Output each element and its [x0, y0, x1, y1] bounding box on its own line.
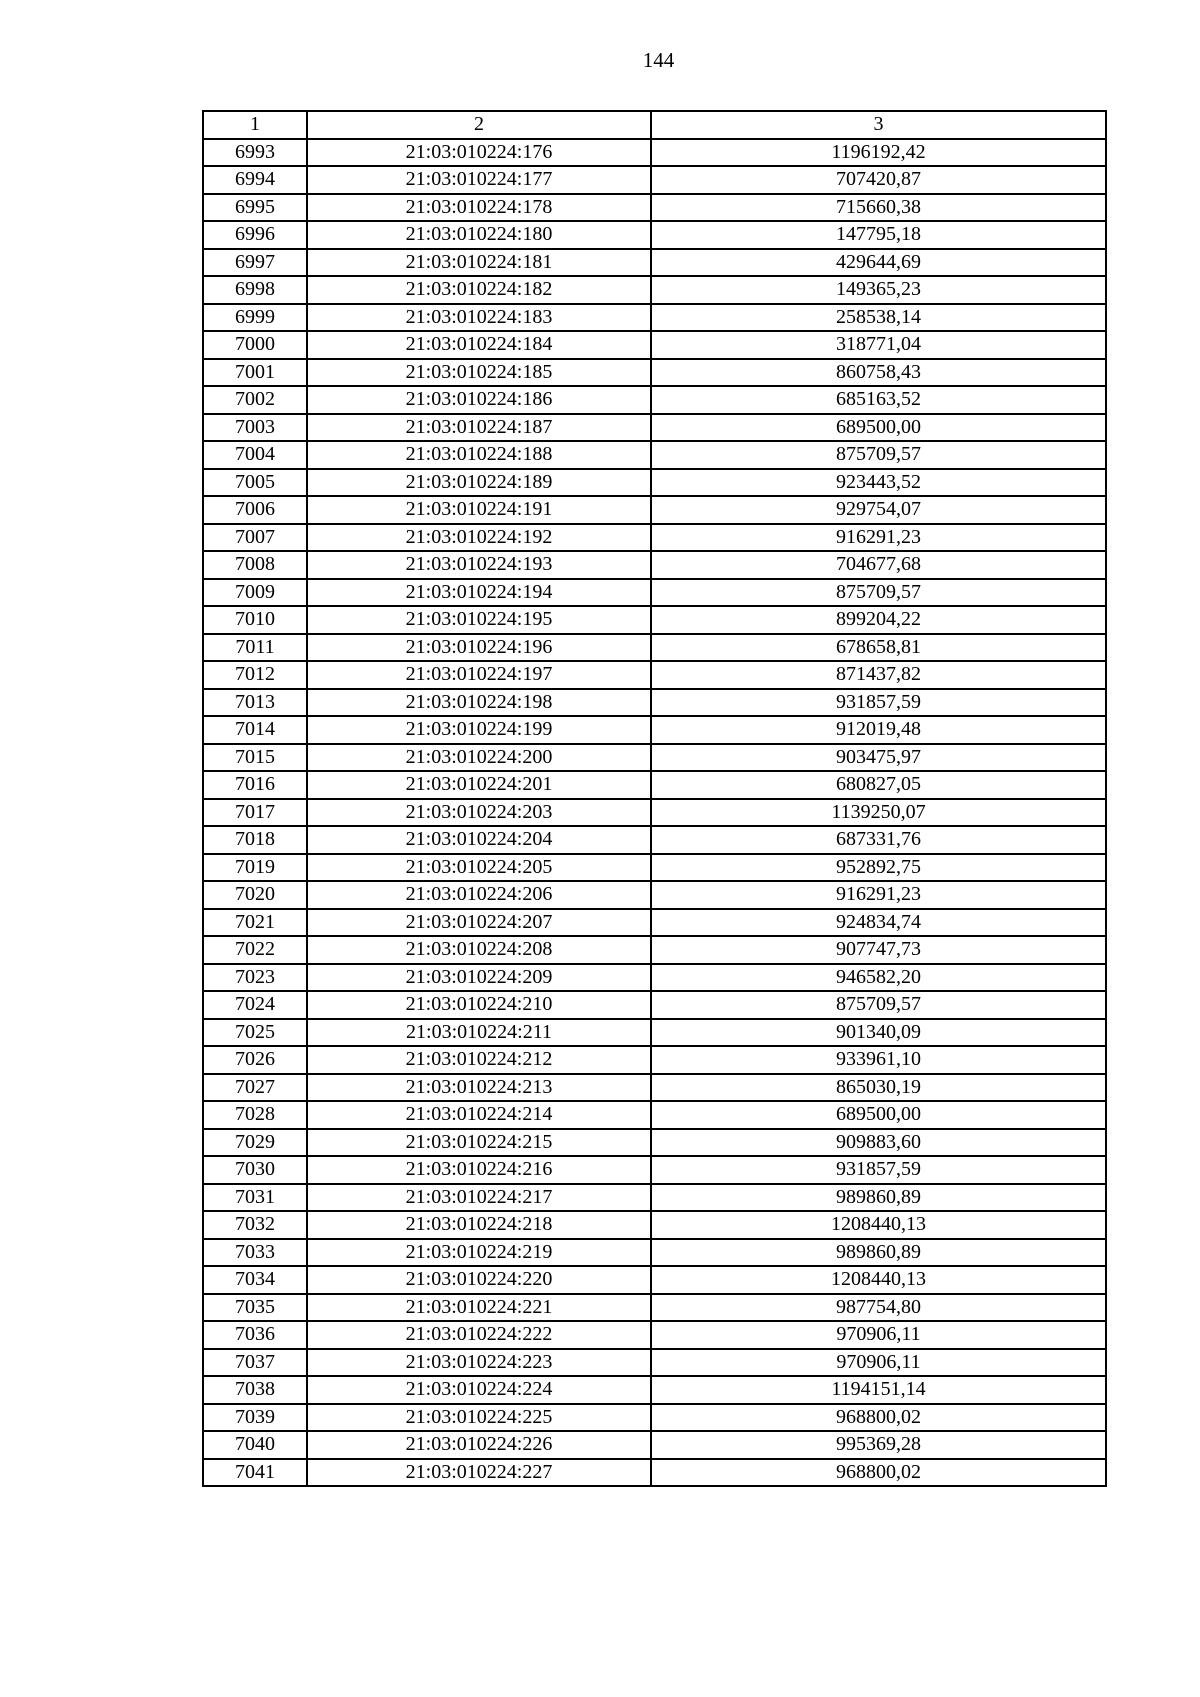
table-row — [203, 1156, 1106, 1184]
value-cell: 916291,23 — [651, 881, 1106, 909]
cadastral-number-cell: 21:03:010224:222 — [307, 1321, 651, 1349]
table-row — [203, 1294, 1106, 1322]
row-number-cell: 7021 — [203, 909, 307, 937]
cadastral-number-cell: 21:03:010224:185 — [307, 359, 651, 387]
cadastral-number-cell: 21:03:010224:189 — [307, 469, 651, 497]
cadastral-number-cell: 21:03:010224:188 — [307, 441, 651, 469]
row-number-cell: 7001 — [203, 359, 307, 387]
cadastral-number-cell: 21:03:010224:226 — [307, 1431, 651, 1459]
row-number-cell: 7023 — [203, 964, 307, 992]
cadastral-number-cell: 21:03:010224:212 — [307, 1046, 651, 1074]
table-row — [203, 1431, 1106, 1459]
value-cell: 912019,48 — [651, 716, 1106, 744]
value-cell: 923443,52 — [651, 469, 1106, 497]
table-row — [203, 1211, 1106, 1239]
row-number-cell: 7031 — [203, 1184, 307, 1212]
value-cell: 1208440,13 — [651, 1266, 1106, 1294]
header-row — [203, 111, 1106, 139]
value-cell: 860758,43 — [651, 359, 1106, 387]
table-row — [203, 1404, 1106, 1432]
cadastral-number-cell: 21:03:010224:207 — [307, 909, 651, 937]
cadastral-number-cell: 21:03:010224:198 — [307, 689, 651, 717]
table-row — [203, 331, 1106, 359]
cadastral-number-cell: 21:03:010224:194 — [307, 579, 651, 607]
cadastral-number-cell: 21:03:010224:199 — [307, 716, 651, 744]
table-row — [203, 304, 1106, 332]
table-row — [203, 964, 1106, 992]
cadastral-number-cell: 21:03:010224:218 — [307, 1211, 651, 1239]
row-number-cell: 7011 — [203, 634, 307, 662]
row-number-cell: 6994 — [203, 166, 307, 194]
value-cell: 989860,89 — [651, 1184, 1106, 1212]
table-row — [203, 716, 1106, 744]
value-cell: 970906,11 — [651, 1349, 1106, 1377]
cadastral-number-cell: 21:03:010224:224 — [307, 1376, 651, 1404]
cadastral-number-cell: 21:03:010224:187 — [307, 414, 651, 442]
table-row — [203, 799, 1106, 827]
value-cell: 680827,05 — [651, 771, 1106, 799]
table-row — [203, 194, 1106, 222]
table-row — [203, 579, 1106, 607]
cadastral-number-cell: 21:03:010224:186 — [307, 386, 651, 414]
row-number-cell: 7020 — [203, 881, 307, 909]
value-cell: 871437,82 — [651, 661, 1106, 689]
row-number-cell: 7000 — [203, 331, 307, 359]
header-col-2: 2 — [307, 111, 651, 139]
table-row — [203, 1376, 1106, 1404]
cadastral-number-cell: 21:03:010224:209 — [307, 964, 651, 992]
row-number-cell: 7008 — [203, 551, 307, 579]
register-table — [202, 110, 1107, 1487]
value-cell: 931857,59 — [651, 1156, 1106, 1184]
table-row — [203, 1019, 1106, 1047]
row-number-cell: 7028 — [203, 1101, 307, 1129]
row-number-cell: 6997 — [203, 249, 307, 277]
cadastral-number-cell: 21:03:010224:203 — [307, 799, 651, 827]
row-number-cell: 6999 — [203, 304, 307, 332]
table-row — [203, 414, 1106, 442]
table-row — [203, 139, 1106, 167]
cadastral-number-cell: 21:03:010224:215 — [307, 1129, 651, 1157]
cadastral-number-cell: 21:03:010224:192 — [307, 524, 651, 552]
cadastral-number-cell: 21:03:010224:200 — [307, 744, 651, 772]
value-cell: 875709,57 — [651, 441, 1106, 469]
value-cell: 707420,87 — [651, 166, 1106, 194]
row-number-cell: 7033 — [203, 1239, 307, 1267]
cadastral-number-cell: 21:03:010224:197 — [307, 661, 651, 689]
value-cell: 147795,18 — [651, 221, 1106, 249]
value-cell: 903475,97 — [651, 744, 1106, 772]
table-row — [203, 469, 1106, 497]
value-cell: 149365,23 — [651, 276, 1106, 304]
cadastral-number-cell: 21:03:010224:182 — [307, 276, 651, 304]
row-number-cell: 7022 — [203, 936, 307, 964]
value-cell: 952892,75 — [651, 854, 1106, 882]
table-row — [203, 221, 1106, 249]
cadastral-number-cell: 21:03:010224:176 — [307, 139, 651, 167]
value-cell: 970906,11 — [651, 1321, 1106, 1349]
value-cell: 685163,52 — [651, 386, 1106, 414]
table-row — [203, 771, 1106, 799]
row-number-cell: 7015 — [203, 744, 307, 772]
cadastral-number-cell: 21:03:010224:223 — [307, 1349, 651, 1377]
value-cell: 989860,89 — [651, 1239, 1106, 1267]
cadastral-number-cell: 21:03:010224:214 — [307, 1101, 651, 1129]
row-number-cell: 7014 — [203, 716, 307, 744]
table-row — [203, 1129, 1106, 1157]
row-number-cell: 7013 — [203, 689, 307, 717]
value-cell: 931857,59 — [651, 689, 1106, 717]
table-row — [203, 1349, 1106, 1377]
table-row — [203, 1239, 1106, 1267]
value-cell: 933961,10 — [651, 1046, 1106, 1074]
table-row — [203, 991, 1106, 1019]
header-col-3: 3 — [651, 111, 1106, 139]
table-row — [203, 1184, 1106, 1212]
row-number-cell: 7038 — [203, 1376, 307, 1404]
row-number-cell: 7012 — [203, 661, 307, 689]
value-cell: 258538,14 — [651, 304, 1106, 332]
cadastral-number-cell: 21:03:010224:195 — [307, 606, 651, 634]
cadastral-number-cell: 21:03:010224:219 — [307, 1239, 651, 1267]
table-row — [203, 496, 1106, 524]
table-row — [203, 249, 1106, 277]
value-cell: 916291,23 — [651, 524, 1106, 552]
cadastral-number-cell: 21:03:010224:180 — [307, 221, 651, 249]
row-number-cell: 6998 — [203, 276, 307, 304]
cadastral-number-cell: 21:03:010224:227 — [307, 1459, 651, 1487]
table-row — [203, 1459, 1106, 1487]
value-cell: 687331,76 — [651, 826, 1106, 854]
row-number-cell: 7027 — [203, 1074, 307, 1102]
header-col-1: 1 — [203, 111, 307, 139]
cadastral-number-cell: 21:03:010224:208 — [307, 936, 651, 964]
value-cell: 1194151,14 — [651, 1376, 1106, 1404]
row-number-cell: 7034 — [203, 1266, 307, 1294]
table-row — [203, 634, 1106, 662]
value-cell: 875709,57 — [651, 579, 1106, 607]
cadastral-number-cell: 21:03:010224:181 — [307, 249, 651, 277]
row-number-cell: 7030 — [203, 1156, 307, 1184]
row-number-cell: 7037 — [203, 1349, 307, 1377]
row-number-cell: 7029 — [203, 1129, 307, 1157]
row-number-cell: 7036 — [203, 1321, 307, 1349]
value-cell: 929754,07 — [651, 496, 1106, 524]
table-row — [203, 936, 1106, 964]
value-cell: 1139250,07 — [651, 799, 1106, 827]
value-cell: 715660,38 — [651, 194, 1106, 222]
value-cell: 1208440,13 — [651, 1211, 1106, 1239]
cadastral-number-cell: 21:03:010224:210 — [307, 991, 651, 1019]
row-number-cell: 7026 — [203, 1046, 307, 1074]
value-cell: 689500,00 — [651, 414, 1106, 442]
value-cell: 987754,80 — [651, 1294, 1106, 1322]
row-number-cell: 7005 — [203, 469, 307, 497]
table-body — [203, 139, 1106, 1487]
cadastral-number-cell: 21:03:010224:205 — [307, 854, 651, 882]
value-cell: 429644,69 — [651, 249, 1106, 277]
row-number-cell: 7025 — [203, 1019, 307, 1047]
cadastral-number-cell: 21:03:010224:213 — [307, 1074, 651, 1102]
table-row — [203, 826, 1106, 854]
cadastral-number-cell: 21:03:010224:225 — [307, 1404, 651, 1432]
table-row — [203, 744, 1106, 772]
cadastral-number-cell: 21:03:010224:206 — [307, 881, 651, 909]
table-row — [203, 881, 1106, 909]
value-cell: 968800,02 — [651, 1404, 1106, 1432]
row-number-cell: 7010 — [203, 606, 307, 634]
value-cell: 907747,73 — [651, 936, 1106, 964]
table-row — [203, 551, 1106, 579]
value-cell: 946582,20 — [651, 964, 1106, 992]
table-row — [203, 441, 1106, 469]
cadastral-number-cell: 21:03:010224:216 — [307, 1156, 651, 1184]
page-number: 144 — [642, 48, 675, 72]
value-cell: 689500,00 — [651, 1101, 1106, 1129]
value-cell: 704677,68 — [651, 551, 1106, 579]
value-cell: 875709,57 — [651, 991, 1106, 1019]
row-number-cell: 7007 — [203, 524, 307, 552]
value-cell: 995369,28 — [651, 1431, 1106, 1459]
table-row — [203, 661, 1106, 689]
table-row — [203, 386, 1106, 414]
table-row — [203, 689, 1106, 717]
value-cell: 865030,19 — [651, 1074, 1106, 1102]
row-number-cell: 7002 — [203, 386, 307, 414]
row-number-cell: 7040 — [203, 1431, 307, 1459]
value-cell: 678658,81 — [651, 634, 1106, 662]
value-cell: 909883,60 — [651, 1129, 1106, 1157]
cadastral-number-cell: 21:03:010224:196 — [307, 634, 651, 662]
row-number-cell: 7017 — [203, 799, 307, 827]
cadastral-number-cell: 21:03:010224:201 — [307, 771, 651, 799]
table-header — [203, 111, 1106, 139]
table-row — [203, 1101, 1106, 1129]
cadastral-number-cell: 21:03:010224:178 — [307, 194, 651, 222]
cadastral-number-cell: 21:03:010224:204 — [307, 826, 651, 854]
row-number-cell: 6996 — [203, 221, 307, 249]
table-row — [203, 359, 1106, 387]
value-cell: 924834,74 — [651, 909, 1106, 937]
value-cell: 968800,02 — [651, 1459, 1106, 1487]
table-row — [203, 1266, 1106, 1294]
row-number-cell: 7018 — [203, 826, 307, 854]
table-row — [203, 166, 1106, 194]
row-number-cell: 7019 — [203, 854, 307, 882]
table-row — [203, 606, 1106, 634]
row-number-cell: 7016 — [203, 771, 307, 799]
value-cell: 899204,22 — [651, 606, 1106, 634]
row-number-cell: 6993 — [203, 139, 307, 167]
cadastral-number-cell: 21:03:010224:221 — [307, 1294, 651, 1322]
table-row — [203, 1046, 1106, 1074]
value-cell: 901340,09 — [651, 1019, 1106, 1047]
cadastral-number-cell: 21:03:010224:220 — [307, 1266, 651, 1294]
row-number-cell: 7041 — [203, 1459, 307, 1487]
cadastral-number-cell: 21:03:010224:183 — [307, 304, 651, 332]
table-row — [203, 524, 1106, 552]
row-number-cell: 7039 — [203, 1404, 307, 1432]
table-row — [203, 854, 1106, 882]
row-number-cell: 7006 — [203, 496, 307, 524]
row-number-cell: 7009 — [203, 579, 307, 607]
cadastral-number-cell: 21:03:010224:177 — [307, 166, 651, 194]
table-row — [203, 909, 1106, 937]
cadastral-number-cell: 21:03:010224:184 — [307, 331, 651, 359]
row-number-cell: 7024 — [203, 991, 307, 1019]
value-cell: 1196192,42 — [651, 139, 1106, 167]
table-row — [203, 1074, 1106, 1102]
cadastral-number-cell: 21:03:010224:193 — [307, 551, 651, 579]
row-number-cell: 7003 — [203, 414, 307, 442]
row-number-cell: 7004 — [203, 441, 307, 469]
cadastral-number-cell: 21:03:010224:191 — [307, 496, 651, 524]
row-number-cell: 6995 — [203, 194, 307, 222]
table-row — [203, 1321, 1106, 1349]
table-row — [203, 276, 1106, 304]
cadastral-number-cell: 21:03:010224:217 — [307, 1184, 651, 1212]
cadastral-number-cell: 21:03:010224:211 — [307, 1019, 651, 1047]
row-number-cell: 7035 — [203, 1294, 307, 1322]
value-cell: 318771,04 — [651, 331, 1106, 359]
row-number-cell: 7032 — [203, 1211, 307, 1239]
